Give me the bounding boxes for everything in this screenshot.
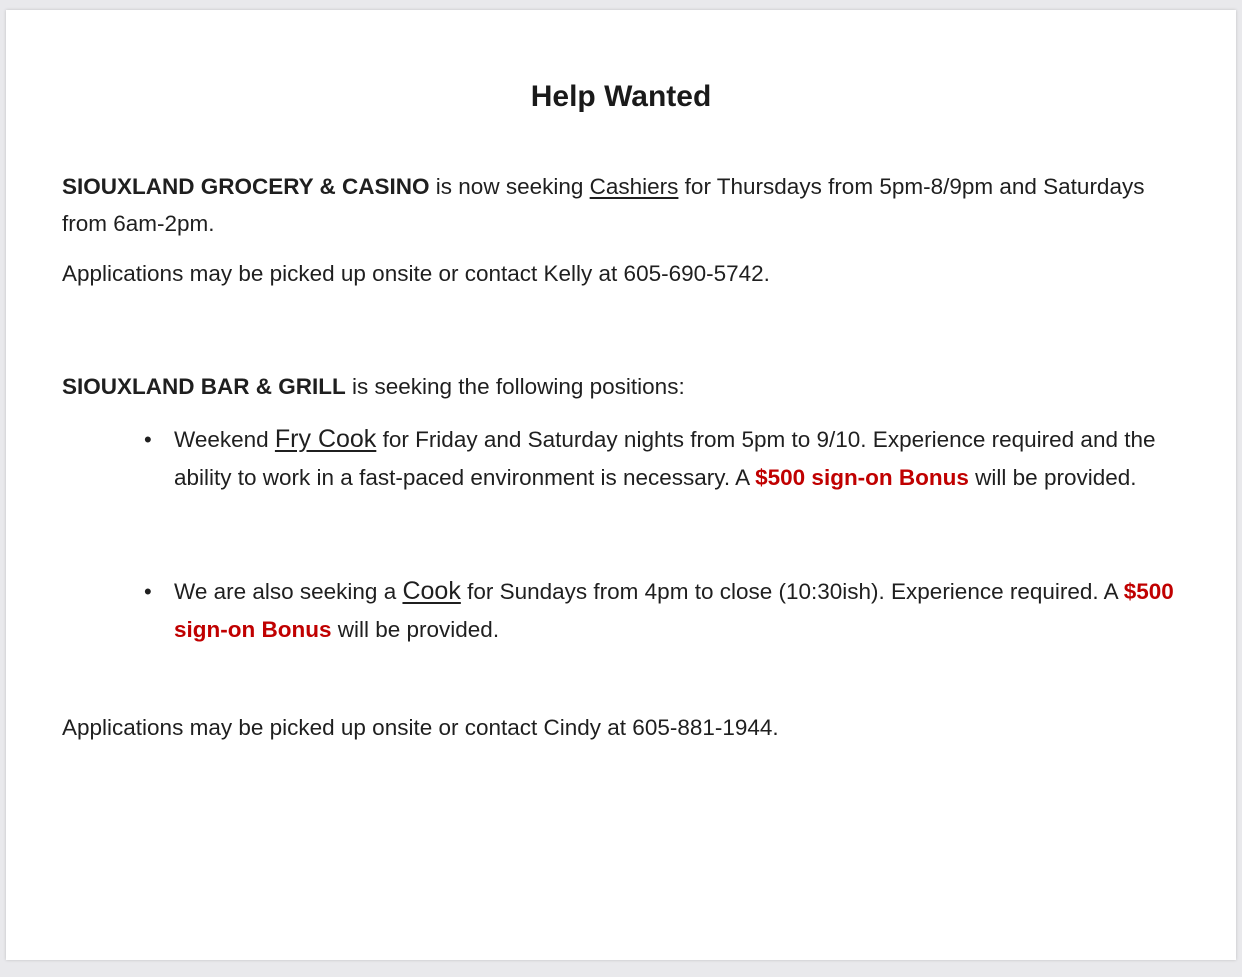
cook-details: for Sundays from 4pm to close (10:30ish). Experience required. A [460, 579, 1124, 604]
cook-post: will be provided. [331, 616, 500, 642]
grocery-contact: Applications may be picked up onsite or contact Kelly at 605-690-5742. [62, 261, 770, 286]
cook-text [174, 573, 1179, 648]
grocery-text-2: for Thursdays from 5pm-8/9pm and Saturdays from 6am-2pm. [62, 174, 1145, 236]
fry-cook-details: for Friday and Saturday nights from 5pm to 9/10. Experience required and the ability to work in a fast-paced environment is necessary. A [174, 427, 1156, 490]
page-title: Help Wanted [530, 80, 712, 113]
cook-pre: We are also seeking a [174, 579, 403, 604]
grocery-position: Cashiers [589, 174, 679, 199]
cook-bonus: $500 sign-on Bonus [174, 579, 1174, 642]
fry-cook-post: will be provided. [968, 464, 1137, 490]
bar-intro: is seeking the following positions: [345, 374, 685, 399]
bullet-icon: • [144, 579, 152, 604]
bar-contact: Applications may be picked up onsite or contact Cindy at 605-881-1944. [62, 715, 779, 740]
grocery-text-1: is now seeking [429, 174, 590, 199]
fry-cook-pre: Weekend [174, 427, 275, 452]
fry-cook-text [174, 421, 1179, 496]
document-page [6, 10, 1236, 960]
bullet-icon: • [144, 427, 152, 452]
cook-position: Cook [402, 577, 461, 605]
fry-cook-position: Fry Cook [274, 425, 377, 453]
fry-cook-bonus: $500 sign-on Bonus [755, 464, 969, 490]
grocery-paragraph [62, 168, 1182, 242]
grocery-name: SIOUXLAND GROCERY & CASINO [62, 174, 430, 199]
bar-name: SIOUXLAND BAR & GRILL [62, 374, 346, 399]
bar-paragraph [62, 368, 1182, 405]
